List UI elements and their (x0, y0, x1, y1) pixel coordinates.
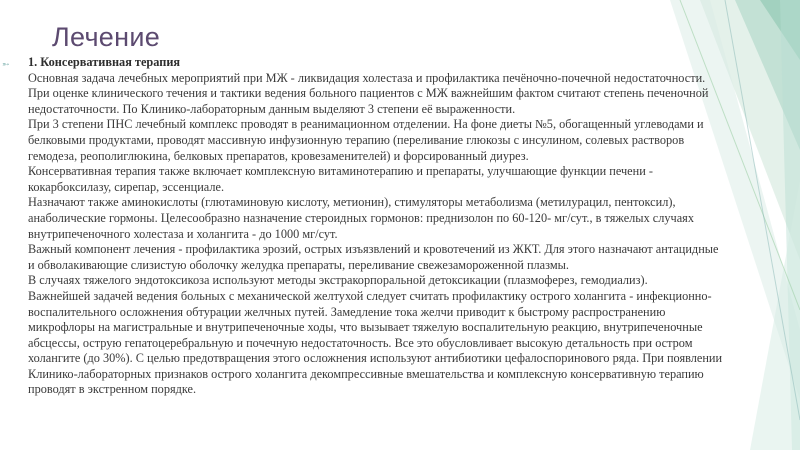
slide-body (28, 55, 723, 398)
section-heading: 1. Консервативная терапия (28, 55, 181, 69)
paragraph-amino-acids: Назначают также аминокислоты (глютаминовую кислоту, метионин), стимуляторы метаболизма (метилурацил, пентоксил), анаболические гормоны. Целесообразно назначение стероидных гормонов: преднизолон по 60-120- мг/сут., в тяжелых случаях внутрипеченочного холестаза и холангита - до 1000 мг/сут. (28, 195, 694, 241)
paragraph-cholangitis: Важнейшей задачей ведения больных с механической желтухой следует считать профилактику острого холангита - инфекционно-воспалительного осложнения обтурации желчных путей. Замедление тока желчи приводит к быстрому распространению микрофлоры на магистральные и внутрипеченочные ходы, что вызывает тяжелую воспалительную реакцию, внутрипеченочные абсцессы, острую гепатоцеребральную и почечную недостаточность. Все это обусловливает высокую детальность при остром холангите (до 30%). С целью предотвращения этого осложнения используют антибиотики цефалоспоринового ряда. При появлении Клинико-лабораторных признаков острого холангита декомпрессивные вмешательства и комплексную консервативную терапию проводят в экстренном порядке. (28, 288, 723, 397)
paragraph-main-task: Основная задача лечебных мероприятий при МЖ - ликвидация холестаза и профилактика печёночно-почечной недостаточности. (28, 70, 706, 85)
slide-title: Лечение (52, 22, 161, 52)
paragraph-third-degree: При 3 степени ПНС лечебный комплекс проводят в реанимационном отделении. На фоне диеты №5, обогащенный углеводами и белковыми продуктами, проводят массивную инфузионную терапию (переливание глюкозы с инсулином, солевых растворов гемодеза, реополиглюкина, белковых препаратов, кровезаменителей) и форсированный диурез. (28, 117, 704, 163)
paragraph-vitamin-therapy: Консервативная терапия также включает комплексную витаминотерапию и препараты, улучшающие функции печени - кокарбоксилазу, сирепар, эссенциале. (28, 164, 653, 194)
paragraph-detoxification: В случаях тяжелого эндотоксикоза используют методы экстракорпоральной детоксикации (плазмоферез, гемодиализ). (28, 273, 648, 288)
paragraph-evaluation: При оценке клинического течения и тактики ведения больного пациентов с МЖ важнейшим фактом считают степень печеночной недостаточности. По Клинико-лабораторным данным выделяют 3 степени её выраженности. (28, 86, 709, 116)
arrow-bullet-icon: ➵ (2, 60, 10, 70)
paragraph-gi-prophylaxis: Важный компонент лечения - профилактика эрозий, острых изъязвлений и кровотечений из ЖКТ. Для этого назначают антацидные и обволакивающие слизистую оболочку желудка препараты, переливание свежезамороженной плазмы. (28, 242, 719, 272)
